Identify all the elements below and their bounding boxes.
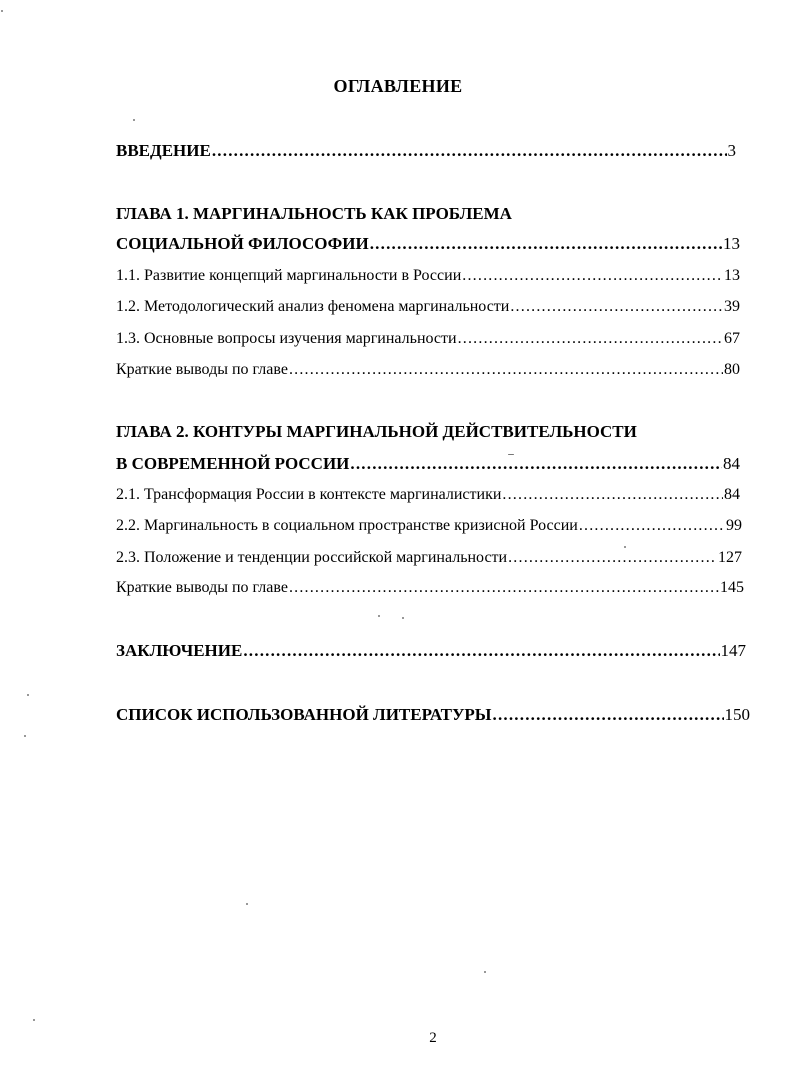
toc-entry-2-2[interactable] (116, 516, 742, 536)
scan-speck (402, 617, 404, 619)
toc-entry-page: 99 (726, 517, 742, 534)
page-number: 2 (429, 1030, 437, 1046)
toc-entry-1-1[interactable] (116, 266, 740, 286)
toc-entry-2-3[interactable] (116, 548, 742, 568)
chapter2-title-line1: ГЛАВА 2. КОНТУРЫ МАРГИНАЛЬНОЙ ДЕЙСТВИТЕЛЬНОСТИ (116, 422, 637, 441)
toc-entry-label: СОЦИАЛЬНОЙ ФИЛОСОФИИ (116, 234, 369, 253)
toc-entry-label: 2.2. Маргинальность в социальном пространстве кризисной России (116, 517, 578, 534)
toc-entry-1-summary[interactable] (116, 360, 740, 380)
toc-entry-page: 13 (724, 267, 740, 284)
toc-entry-page: 80 (724, 361, 740, 378)
leader-dots (510, 297, 723, 317)
scan-speck (27, 694, 29, 696)
scan-speck (246, 903, 248, 905)
toc-entry-page: 67 (724, 330, 740, 347)
scan-speck (133, 119, 135, 121)
toc-title: ОГЛАВЛЕНИЕ (333, 76, 463, 96)
toc-entry-page: 3 (727, 141, 736, 160)
toc-entry-label: Краткие выводы по главе (116, 579, 288, 596)
toc-entry-label: ВВЕДЕНИЕ (116, 141, 211, 160)
scan-speck (378, 615, 380, 617)
scan-speck (33, 1019, 35, 1021)
scan-speck (624, 546, 626, 548)
toc-entry-1-3[interactable] (116, 329, 740, 349)
toc-entry-label: СПИСОК ИСПОЛЬЗОВАННОЙ ЛИТЕРАТУРЫ (116, 705, 492, 724)
toc-entry-label: 1.1. Развитие концепций маргинальности в России (116, 267, 462, 284)
toc-entry-label: 2.3. Положение и тенденции российской маргинальности (116, 549, 508, 566)
toc-entry-page: 39 (724, 298, 740, 315)
leader-dots (289, 578, 719, 598)
toc-entry-page: 84 (723, 454, 740, 473)
toc-entry-bibliography[interactable] (116, 705, 750, 725)
chapter1-title-line1: ГЛАВА 1. МАРГИНАЛЬНОСТЬ КАК ПРОБЛЕМА (116, 204, 512, 223)
leader-dots (212, 141, 727, 161)
toc-entry-page: 145 (720, 579, 744, 596)
toc-entry-label: 1.3. Основные вопросы изучения маргинальности (116, 330, 457, 347)
leader-dots (289, 360, 723, 380)
toc-entry-conclusion[interactable] (116, 641, 746, 661)
toc-entry-chapter2[interactable] (116, 454, 740, 474)
scan-speck (484, 971, 486, 973)
toc-entry-page: 84 (724, 486, 740, 503)
scan-speck (508, 454, 514, 455)
toc-entry-chapter1[interactable] (116, 234, 740, 254)
toc-entry-2-1[interactable] (116, 485, 740, 505)
leader-dots (243, 641, 719, 661)
toc-entry-label: 2.1. Трансформация России в контексте маргиналистики (116, 486, 502, 503)
toc-entry-label: Краткие выводы по главе (116, 361, 288, 378)
leader-dots (458, 329, 723, 349)
toc-entry-1-2[interactable] (116, 297, 740, 317)
leader-dots (462, 266, 723, 286)
leader-dots (508, 548, 717, 568)
toc-entry-label: 1.2. Методологический анализ феномена маргинальности (116, 298, 510, 315)
toc-entry-label: В СОВРЕМЕННОЙ РОССИИ (116, 454, 350, 473)
leader-dots (370, 234, 722, 254)
toc-entry-page: 150 (724, 705, 750, 724)
toc-entry-2-summary[interactable] (116, 578, 744, 598)
toc-entry-page: 127 (718, 549, 742, 566)
leader-dots (350, 454, 722, 474)
scan-speck (1, 10, 3, 12)
leader-dots (502, 485, 723, 505)
scan-speck (24, 735, 26, 737)
leader-dots (493, 705, 724, 725)
leader-dots (579, 516, 725, 536)
toc-entry-page: 147 (720, 641, 746, 660)
toc-entry-label: ЗАКЛЮЧЕНИЕ (116, 641, 243, 660)
toc-entry-intro[interactable] (116, 141, 736, 161)
toc-entry-page: 13 (723, 234, 740, 253)
